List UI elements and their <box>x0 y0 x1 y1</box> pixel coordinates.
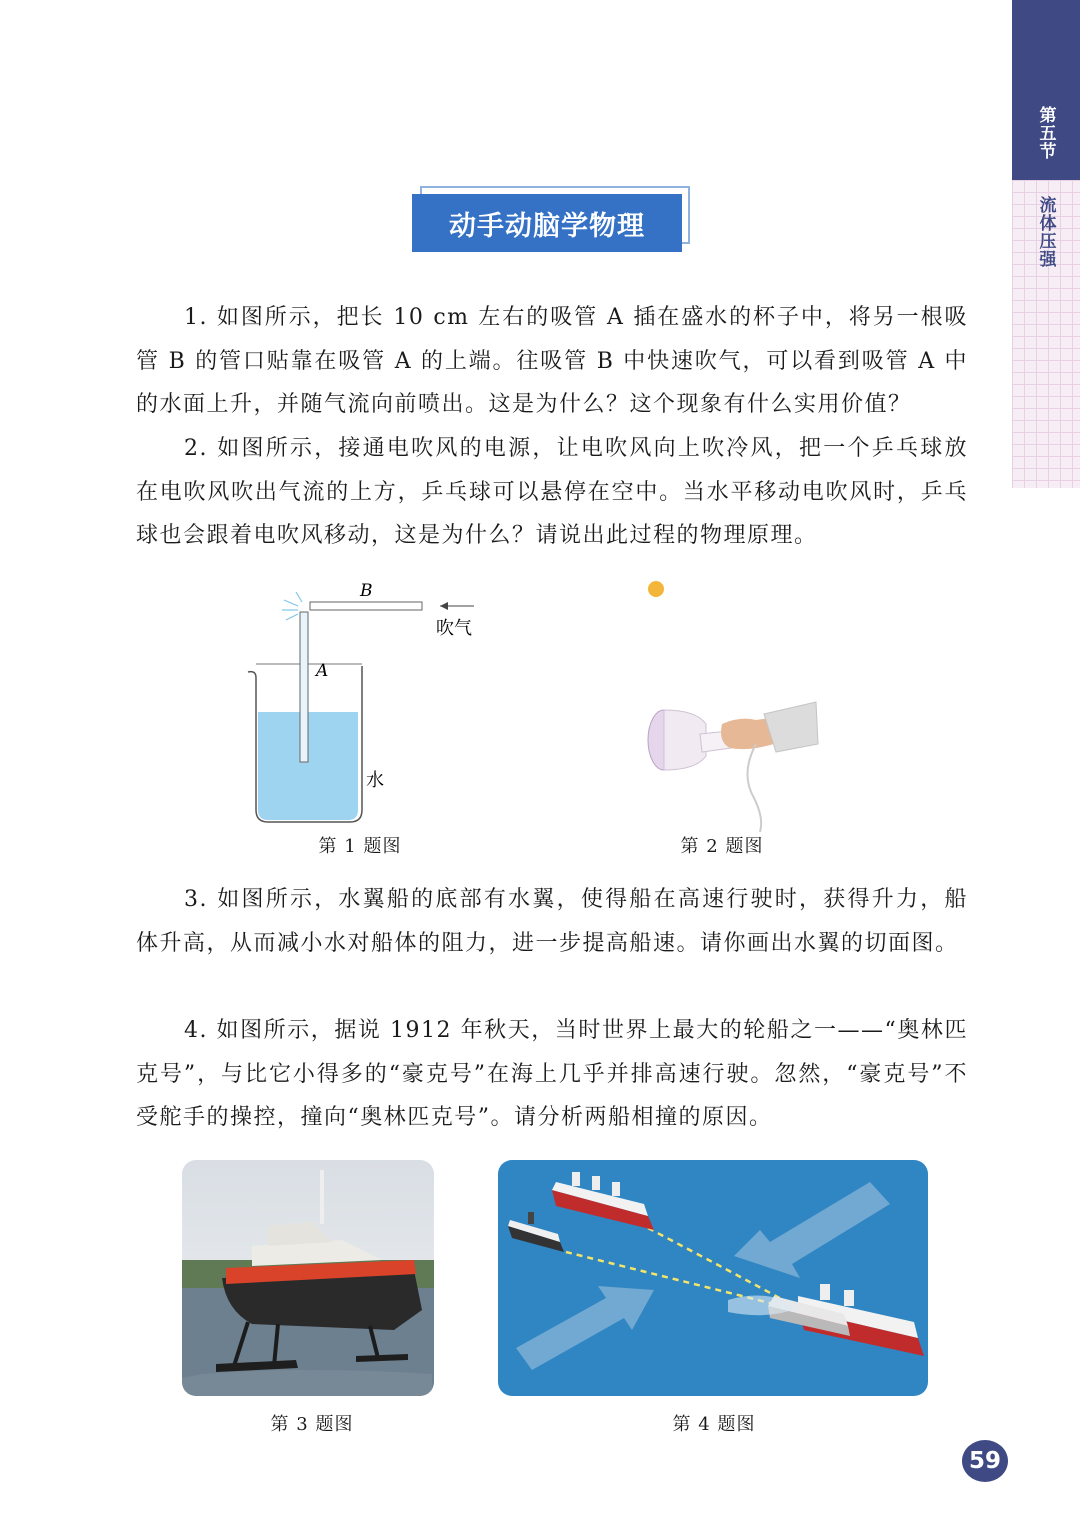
ping-pong-ball <box>648 581 664 597</box>
label-blow: 吹气 <box>436 618 472 639</box>
label-b: B <box>360 581 373 601</box>
question-4: 4. 如图所示，据说 1912 年秋天，当时世界上最大的轮船之一——“奥林匹克号”，与比它小得多的“豪克号”在海上几乎并排高速行驶。忽然，“豪克号”不受舵手的操控，撞向“奥林匹克号”。请分析两船相撞的原因。 <box>136 1018 968 1130</box>
question-1: 1. 如图所示，把长 10 cm 左右的吸管 A 插在盛水的杯子中，将另一根吸管 B 的管口贴靠在吸管 A 的上端。往吸管 B 中快速吹气，可以看到吸管 A 中的水面上升，并随气流向前喷出。这是为什么？这个现象有什么实用价值？ <box>136 305 968 417</box>
straw-a <box>300 612 308 762</box>
dryer-body <box>664 710 706 770</box>
section-label: 第五节 <box>1035 106 1056 160</box>
question-2: 2. 如图所示，接通电吹风的电源，让电吹风向上吹冷风，把一个乒乓球放在电吹风吹出气流的上方，乒乓球可以悬停在空中。当水平移动电吹风时，乒乓球也会跟着电吹风移动，这是为什么？请说出此过程的物理原理。 <box>136 436 968 548</box>
spray-lines <box>282 592 302 620</box>
blow-arrow-head <box>440 602 448 610</box>
figure-4-ships-illustration <box>498 1160 928 1396</box>
section-heading <box>412 186 690 252</box>
power-cord <box>747 744 761 832</box>
label-water: 水 <box>366 770 384 791</box>
figure-1-caption: 第 1 题图 <box>318 836 402 857</box>
figure-3-caption: 第 3 题图 <box>270 1414 354 1435</box>
sleeve <box>764 702 818 752</box>
figure-4-caption: 第 4 题图 <box>672 1414 756 1435</box>
chapter-side-tab <box>1012 0 1080 488</box>
figure-2-caption: 第 2 题图 <box>680 836 764 857</box>
water-spray <box>182 1370 432 1396</box>
label-a: A <box>316 661 329 681</box>
figure-2-hairdryer-photo <box>630 574 830 834</box>
topic-label: 流体压强 <box>1035 196 1056 268</box>
topic-tab <box>1012 196 1080 268</box>
section-tab <box>1012 0 1080 180</box>
heading-title: 动手动脑学物理 <box>412 194 682 252</box>
question-3: 3. 如图所示，水翼船的底部有水翼，使得船在高速行驶时，获得升力，船体升高，从而减小水对船体的阻力，进一步提高船速。请你画出水翼的切面图。 <box>136 887 968 956</box>
page-number: 59 <box>962 1440 1008 1482</box>
figure-3-hydrofoil-photo <box>182 1160 434 1396</box>
straw-b <box>310 602 422 610</box>
figure-1-beaker-diagram <box>230 578 490 828</box>
